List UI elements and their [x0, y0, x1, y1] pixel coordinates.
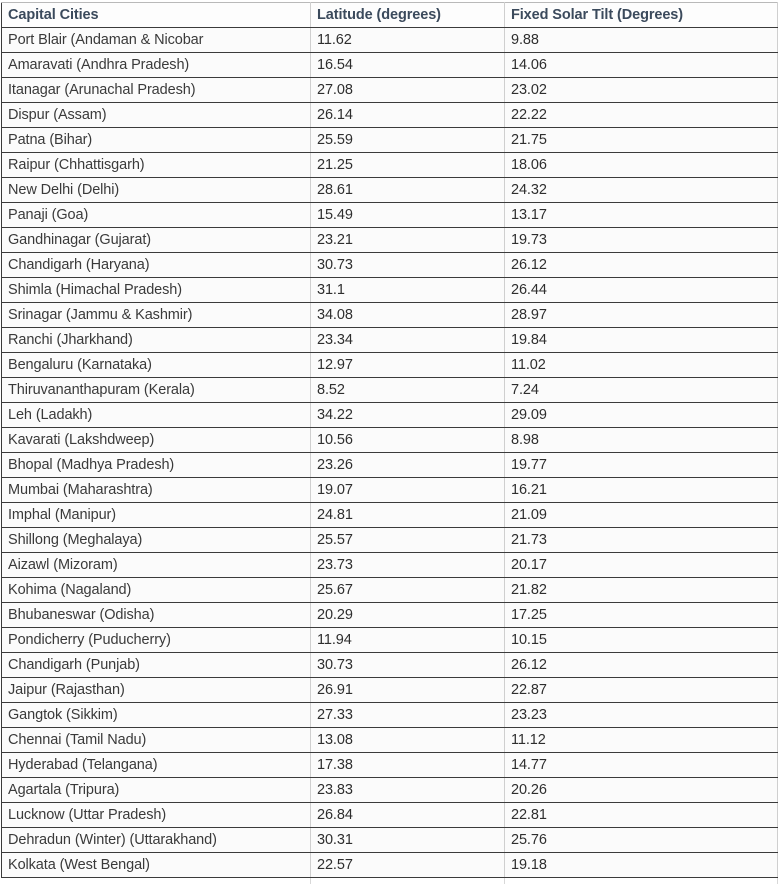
table-row: [2, 353, 778, 378]
cell-fixed-solar-tilt[interactable]: 29.09: [505, 403, 778, 428]
cell-latitude[interactable]: 30.73: [311, 253, 505, 278]
cell-capital-city[interactable]: Itanagar (Arunachal Pradesh): [2, 78, 311, 103]
cell-latitude[interactable]: 26.84: [311, 803, 505, 828]
cell-fixed-solar-tilt[interactable]: 22.87: [505, 678, 778, 703]
table-row: [2, 153, 778, 178]
cell-latitude[interactable]: 11.94: [311, 628, 505, 653]
cell-capital-city[interactable]: Gangtok (Sikkim): [2, 703, 311, 728]
table-row: [2, 28, 778, 53]
cell-fixed-solar-tilt[interactable]: 24.32: [505, 178, 778, 203]
cell-fixed-solar-tilt[interactable]: 18.06: [505, 153, 778, 178]
column-header-capital-cities[interactable]: Capital Cities: [2, 3, 311, 28]
table-row: [2, 728, 778, 753]
cell-latitude[interactable]: 15.49: [311, 203, 505, 228]
cell-capital-city[interactable]: Bhopal (Madhya Pradesh): [2, 453, 311, 478]
cell-capital-city[interactable]: New Delhi (Delhi): [2, 178, 311, 203]
cell-fixed-solar-tilt[interactable]: 20.26: [505, 778, 778, 803]
cell-capital-city[interactable]: Srinagar (Jammu & Kashmir): [2, 303, 311, 328]
cell-capital-city[interactable]: Pondicherry (Puducherry): [2, 628, 311, 653]
cell-latitude[interactable]: 25.67: [311, 578, 505, 603]
cell-capital-city[interactable]: Dehradun (Winter) (Uttarakhand): [2, 828, 311, 853]
cell-latitude[interactable]: 30.73: [311, 653, 505, 678]
cell-capital-city[interactable]: Shillong (Meghalaya): [2, 528, 311, 553]
table-row: [2, 103, 778, 128]
cell-latitude[interactable]: 17.38: [311, 753, 505, 778]
cell-latitude[interactable]: 23.34: [311, 328, 505, 353]
cell-capital-city[interactable]: Kavarati (Lakshdweep): [2, 428, 311, 453]
cell-empty[interactable]: [2, 878, 311, 884]
cell-fixed-solar-tilt[interactable]: 23.23: [505, 703, 778, 728]
table-row: [2, 653, 778, 678]
cell-fixed-solar-tilt[interactable]: 25.76: [505, 828, 778, 853]
table-row: [2, 553, 778, 578]
cell-latitude[interactable]: 10.56: [311, 428, 505, 453]
table-row: [2, 203, 778, 228]
table-body: [2, 28, 778, 884]
cell-fixed-solar-tilt[interactable]: 7.24: [505, 378, 778, 403]
table-row: [2, 678, 778, 703]
table-row: [2, 828, 778, 853]
cell-capital-city[interactable]: Leh (Ladakh): [2, 403, 311, 428]
cell-capital-city[interactable]: Chandigarh (Punjab): [2, 653, 311, 678]
cell-latitude[interactable]: 22.57: [311, 853, 505, 878]
cell-fixed-solar-tilt[interactable]: 21.73: [505, 528, 778, 553]
cell-capital-city[interactable]: Raipur (Chhattisgarh): [2, 153, 311, 178]
cell-latitude[interactable]: 27.08: [311, 78, 505, 103]
cell-latitude[interactable]: 34.08: [311, 303, 505, 328]
cell-fixed-solar-tilt[interactable]: 19.73: [505, 228, 778, 253]
cell-latitude[interactable]: 23.83: [311, 778, 505, 803]
cell-latitude[interactable]: 27.33: [311, 703, 505, 728]
header-row: [2, 3, 778, 28]
table-row: [2, 428, 778, 453]
cell-capital-city[interactable]: Panaji (Goa): [2, 203, 311, 228]
cell-fixed-solar-tilt[interactable]: 21.09: [505, 503, 778, 528]
table-row: [2, 253, 778, 278]
cell-latitude[interactable]: 31.1: [311, 278, 505, 303]
cell-capital-city[interactable]: Amaravati (Andhra Pradesh): [2, 53, 311, 78]
table-row: [2, 703, 778, 728]
cell-fixed-solar-tilt[interactable]: 19.84: [505, 328, 778, 353]
cell-capital-city[interactable]: Ranchi (Jharkhand): [2, 328, 311, 353]
cell-fixed-solar-tilt[interactable]: 17.25: [505, 603, 778, 628]
cell-latitude[interactable]: 28.61: [311, 178, 505, 203]
cell-latitude[interactable]: 26.91: [311, 678, 505, 703]
cell-fixed-solar-tilt[interactable]: 28.97: [505, 303, 778, 328]
cell-latitude[interactable]: 23.21: [311, 228, 505, 253]
cell-latitude[interactable]: 23.73: [311, 553, 505, 578]
table-row: [2, 778, 778, 803]
cell-capital-city[interactable]: Aizawl (Mizoram): [2, 553, 311, 578]
cell-fixed-solar-tilt[interactable]: 23.02: [505, 78, 778, 103]
cell-fixed-solar-tilt[interactable]: 26.44: [505, 278, 778, 303]
cell-capital-city[interactable]: Kolkata (West Bengal): [2, 853, 311, 878]
cell-fixed-solar-tilt[interactable]: 26.12: [505, 653, 778, 678]
table-row: [2, 303, 778, 328]
cell-capital-city[interactable]: Thiruvananthapuram (Kerala): [2, 378, 311, 403]
cell-latitude[interactable]: 26.14: [311, 103, 505, 128]
cell-capital-city[interactable]: Agartala (Tripura): [2, 778, 311, 803]
cell-fixed-solar-tilt[interactable]: 10.15: [505, 628, 778, 653]
cell-latitude[interactable]: 30.31: [311, 828, 505, 853]
cell-latitude[interactable]: 25.59: [311, 128, 505, 153]
cell-fixed-solar-tilt[interactable]: 19.18: [505, 853, 778, 878]
cell-fixed-solar-tilt[interactable]: 14.77: [505, 753, 778, 778]
cell-fixed-solar-tilt[interactable]: 8.98: [505, 428, 778, 453]
cell-latitude[interactable]: 23.26: [311, 453, 505, 478]
cell-capital-city[interactable]: Gandhinagar (Gujarat): [2, 228, 311, 253]
cell-empty[interactable]: [311, 878, 505, 884]
cell-fixed-solar-tilt[interactable]: 11.02: [505, 353, 778, 378]
table-row: [2, 628, 778, 653]
capital-cities-solar-tilt-table: [1, 2, 778, 884]
table-row: [2, 528, 778, 553]
column-header-fixed-solar-tilt[interactable]: Fixed Solar Tilt (Degrees): [505, 3, 778, 28]
column-header-latitude[interactable]: Latitude (degrees): [311, 3, 505, 28]
table-row: [2, 478, 778, 503]
table-row: [2, 403, 778, 428]
cell-capital-city[interactable]: Lucknow (Uttar Pradesh): [2, 803, 311, 828]
cell-latitude[interactable]: 24.81: [311, 503, 505, 528]
table-row: [2, 578, 778, 603]
cell-capital-city[interactable]: Chennai (Tamil Nadu): [2, 728, 311, 753]
table-header: [2, 3, 778, 28]
cell-capital-city[interactable]: Jaipur (Rajasthan): [2, 678, 311, 703]
cell-latitude[interactable]: 8.52: [311, 378, 505, 403]
cell-capital-city[interactable]: Kohima (Nagaland): [2, 578, 311, 603]
table-row: [2, 503, 778, 528]
cell-capital-city[interactable]: Mumbai (Maharashtra): [2, 478, 311, 503]
table-row: [2, 603, 778, 628]
cell-latitude[interactable]: 25.57: [311, 528, 505, 553]
cell-latitude[interactable]: 20.29: [311, 603, 505, 628]
table-row: [2, 228, 778, 253]
cell-latitude[interactable]: 12.97: [311, 353, 505, 378]
table-row: [2, 53, 778, 78]
cell-latitude[interactable]: 21.25: [311, 153, 505, 178]
cell-capital-city[interactable]: Dispur (Assam): [2, 103, 311, 128]
cell-empty[interactable]: [505, 878, 778, 884]
table-row: [2, 753, 778, 778]
cell-fixed-solar-tilt[interactable]: 14.06: [505, 53, 778, 78]
cell-latitude[interactable]: 11.62: [311, 28, 505, 53]
cell-latitude[interactable]: 34.22: [311, 403, 505, 428]
table-row: [2, 128, 778, 153]
cell-capital-city[interactable]: Bhubaneswar (Odisha): [2, 603, 311, 628]
cell-latitude[interactable]: 13.08: [311, 728, 505, 753]
cell-fixed-solar-tilt[interactable]: 26.12: [505, 253, 778, 278]
cell-fixed-solar-tilt[interactable]: 13.17: [505, 203, 778, 228]
cell-fixed-solar-tilt[interactable]: 11.12: [505, 728, 778, 753]
table-row: [2, 178, 778, 203]
table-row: [2, 328, 778, 353]
cell-capital-city[interactable]: Bengaluru (Karnataka): [2, 353, 311, 378]
table-row: [2, 378, 778, 403]
table-row: [2, 853, 778, 878]
cell-fixed-solar-tilt[interactable]: 20.17: [505, 553, 778, 578]
cell-capital-city[interactable]: Hyderabad (Telangana): [2, 753, 311, 778]
cell-latitude[interactable]: 19.07: [311, 478, 505, 503]
cell-fixed-solar-tilt[interactable]: 21.82: [505, 578, 778, 603]
table-row: [2, 453, 778, 478]
cell-latitude[interactable]: 16.54: [311, 53, 505, 78]
cell-fixed-solar-tilt[interactable]: 21.75: [505, 128, 778, 153]
table-row-empty: [2, 878, 778, 884]
cell-fixed-solar-tilt[interactable]: 16.21: [505, 478, 778, 503]
table-row: [2, 278, 778, 303]
cell-capital-city[interactable]: Shimla (Himachal Pradesh): [2, 278, 311, 303]
cell-fixed-solar-tilt[interactable]: 9.88: [505, 28, 778, 53]
table-row: [2, 803, 778, 828]
cell-capital-city[interactable]: Chandigarh (Haryana): [2, 253, 311, 278]
cell-fixed-solar-tilt[interactable]: 22.22: [505, 103, 778, 128]
cell-capital-city[interactable]: Patna (Bihar): [2, 128, 311, 153]
cell-fixed-solar-tilt[interactable]: 19.77: [505, 453, 778, 478]
cell-capital-city[interactable]: Port Blair (Andaman & Nicobar: [2, 28, 311, 53]
table-row: [2, 78, 778, 103]
cell-fixed-solar-tilt[interactable]: 22.81: [505, 803, 778, 828]
cell-capital-city[interactable]: Imphal (Manipur): [2, 503, 311, 528]
